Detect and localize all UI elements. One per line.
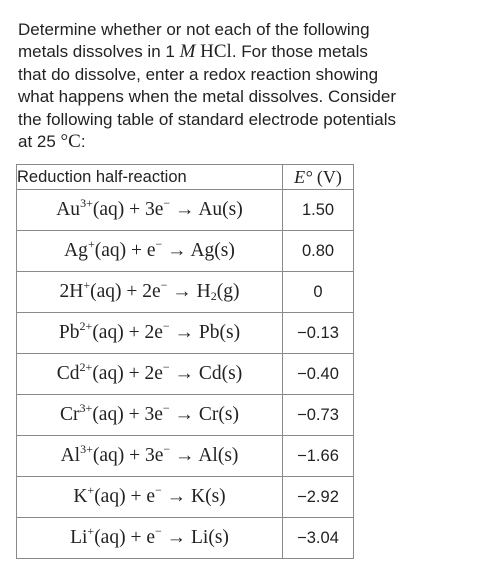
table-row bbox=[17, 518, 354, 559]
potential-value-cell: 0 bbox=[283, 272, 354, 313]
potential-value-cell: 0.80 bbox=[283, 231, 354, 272]
reaction-middle: (aq) + e bbox=[94, 486, 155, 507]
intro-line-6 bbox=[18, 131, 468, 153]
electron-charge: − bbox=[163, 442, 171, 456]
potential-value-cell: −2.92 bbox=[283, 477, 354, 518]
electron-charge: − bbox=[163, 196, 171, 210]
reaction-middle: (aq) + 3e bbox=[92, 404, 163, 425]
reaction-middle: (aq) + 3e bbox=[92, 445, 164, 466]
potential-symbol: E° bbox=[294, 166, 313, 187]
half-reaction-cell bbox=[17, 477, 283, 518]
reactant-charge: + bbox=[83, 278, 91, 292]
header-potential bbox=[283, 165, 354, 190]
half-reaction-cell bbox=[17, 313, 283, 354]
electron-charge: − bbox=[162, 360, 170, 374]
intro-line-2-text-a: metals dissolves in 1 bbox=[18, 42, 180, 62]
table-row bbox=[17, 395, 354, 436]
half-reaction-cell bbox=[17, 231, 283, 272]
reaction-product: → Li(s) bbox=[161, 527, 229, 548]
potential-value-cell: −1.66 bbox=[283, 436, 354, 477]
half-reaction-cell bbox=[17, 190, 283, 231]
half-reaction-cell bbox=[17, 518, 283, 559]
reaction-product: → Au(s) bbox=[170, 199, 243, 220]
table-row bbox=[17, 477, 354, 518]
reactant-charge: + bbox=[87, 483, 95, 497]
reactant-species: Au bbox=[56, 199, 81, 220]
potential-value-cell: −0.73 bbox=[283, 395, 354, 436]
table-row bbox=[17, 272, 354, 313]
reactant-species: Cd bbox=[56, 363, 80, 384]
intro-line-1: Determine whether or not each of the following bbox=[18, 20, 370, 39]
reaction-product: → Cr(s) bbox=[169, 404, 239, 425]
reactant-charge: + bbox=[87, 524, 95, 538]
intro-line-6-text-b: : bbox=[80, 132, 86, 152]
reactant-charge: 2+ bbox=[79, 319, 93, 333]
reaction-middle: (aq) + 2e bbox=[92, 363, 163, 384]
product-subscript: 2 bbox=[210, 289, 217, 303]
half-reaction-cell bbox=[17, 436, 283, 477]
electron-charge: − bbox=[155, 237, 163, 251]
reactant-species: Li bbox=[70, 527, 88, 548]
hcl-formula: HCl bbox=[195, 41, 232, 63]
temperature-unit: °C bbox=[60, 131, 81, 153]
electron-charge: − bbox=[162, 319, 170, 333]
table-row bbox=[17, 190, 354, 231]
question-text bbox=[18, 19, 468, 153]
reactant-charge: 2+ bbox=[79, 360, 93, 374]
potential-value-cell: −3.04 bbox=[283, 518, 354, 559]
intro-line-3: that do dissolve, enter a redox reaction showing bbox=[18, 64, 379, 84]
intro-line-2-text-b: . For those metals bbox=[231, 42, 368, 62]
table-row bbox=[17, 436, 354, 477]
potential-value-cell: 1.50 bbox=[283, 190, 354, 231]
intro-line-5: the following table of standard electrode potentials bbox=[18, 109, 397, 129]
table-body bbox=[17, 190, 354, 559]
electron-charge: − bbox=[160, 278, 168, 292]
reactant-species: 2H bbox=[59, 281, 84, 302]
half-reaction-cell bbox=[17, 272, 283, 313]
reactant-charge: + bbox=[87, 237, 95, 251]
reaction-product: → Ag(s) bbox=[162, 240, 235, 261]
half-reaction-cell bbox=[17, 354, 283, 395]
reactant-species: Cr bbox=[60, 404, 80, 425]
reaction-middle: (aq) + 3e bbox=[92, 199, 164, 220]
reactant-charge: 3+ bbox=[79, 401, 93, 415]
intro-line-2 bbox=[18, 41, 468, 63]
reaction-product: → K(s) bbox=[161, 486, 226, 507]
electrode-potentials-table bbox=[16, 164, 354, 559]
electron-charge: − bbox=[162, 401, 170, 415]
reaction-product: → H bbox=[167, 281, 211, 302]
reactant-species: Pb bbox=[58, 322, 80, 343]
reaction-middle: (aq) + e bbox=[94, 240, 156, 261]
potential-unit: (V) bbox=[316, 166, 342, 187]
reactant-charge: 3+ bbox=[80, 442, 93, 456]
electron-charge: − bbox=[154, 524, 162, 538]
reaction-middle: (aq) + e bbox=[94, 527, 155, 548]
product-state: (g) bbox=[216, 281, 240, 302]
header-reaction: Reduction half-reaction bbox=[17, 165, 283, 190]
reaction-middle: (aq) + 2e bbox=[90, 281, 161, 302]
reaction-product: → Al(s) bbox=[170, 445, 239, 466]
reactant-species: Al bbox=[60, 445, 81, 466]
table-header-row bbox=[17, 165, 354, 190]
intro-line-4: what happens when the metal dissolves. Consider bbox=[18, 87, 396, 107]
reaction-product: → Cd(s) bbox=[169, 363, 243, 384]
reactant-charge: 3+ bbox=[80, 196, 93, 210]
table-row bbox=[17, 231, 354, 272]
electron-charge: − bbox=[154, 483, 162, 497]
intro-line-6-text-a: at 25 bbox=[18, 132, 61, 152]
table-row bbox=[17, 313, 354, 354]
reaction-middle: (aq) + 2e bbox=[92, 322, 163, 343]
molarity-unit: M bbox=[179, 41, 196, 63]
reaction-product: → Pb(s) bbox=[169, 322, 241, 343]
potential-value-cell: −0.13 bbox=[283, 313, 354, 354]
half-reaction-cell bbox=[17, 395, 283, 436]
reactant-species: K bbox=[73, 486, 88, 507]
reactant-species: Ag bbox=[64, 240, 88, 261]
table-row bbox=[17, 354, 354, 395]
potential-value-cell: −0.40 bbox=[283, 354, 354, 395]
